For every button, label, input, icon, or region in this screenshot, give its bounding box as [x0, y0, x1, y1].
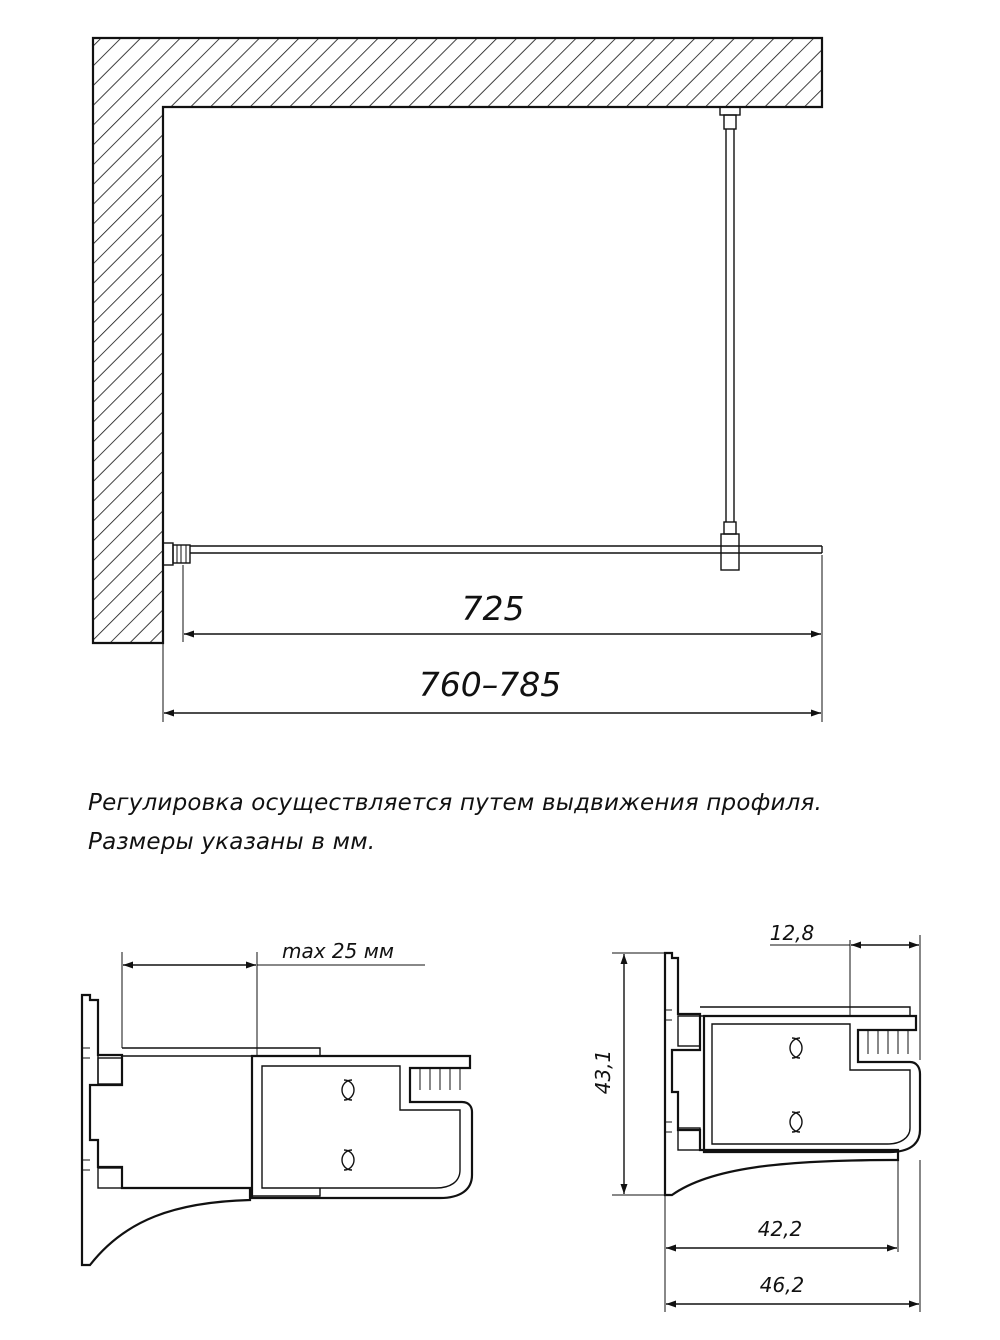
note-units: Размеры указаны в мм. — [88, 829, 376, 855]
profile-detail-left — [82, 939, 472, 1265]
screw-channel-bottom — [342, 1150, 354, 1170]
support-bar — [720, 107, 740, 570]
sliding-profile — [252, 1056, 472, 1198]
screw-channel-top — [342, 1080, 354, 1100]
screw-channel-bottom-right — [790, 1112, 802, 1132]
dim-label-46-2: 46,2 — [759, 1273, 805, 1297]
dim-label-42-2: 42,2 — [757, 1217, 803, 1241]
glass-panel — [190, 546, 822, 553]
plan-view — [93, 38, 822, 722]
wall-hatched — [93, 38, 822, 643]
screw-channel-top-right — [790, 1038, 802, 1058]
dim-label-max-25: max 25 мм — [282, 939, 394, 963]
dim-label-725: 725 — [461, 589, 525, 628]
dim-label-760-785: 760–785 — [418, 665, 562, 704]
wall-u-profile — [82, 995, 250, 1265]
wall-u-profile-right — [665, 953, 898, 1195]
note-adjustment: Регулировка осуществляется путем выдвижения профиля. — [88, 790, 823, 816]
dim-label-43-1: 43,1 — [591, 1049, 615, 1095]
wall-profile — [163, 543, 190, 565]
profile-detail-right — [591, 921, 920, 1312]
dim-label-12-8: 12,8 — [769, 921, 815, 945]
